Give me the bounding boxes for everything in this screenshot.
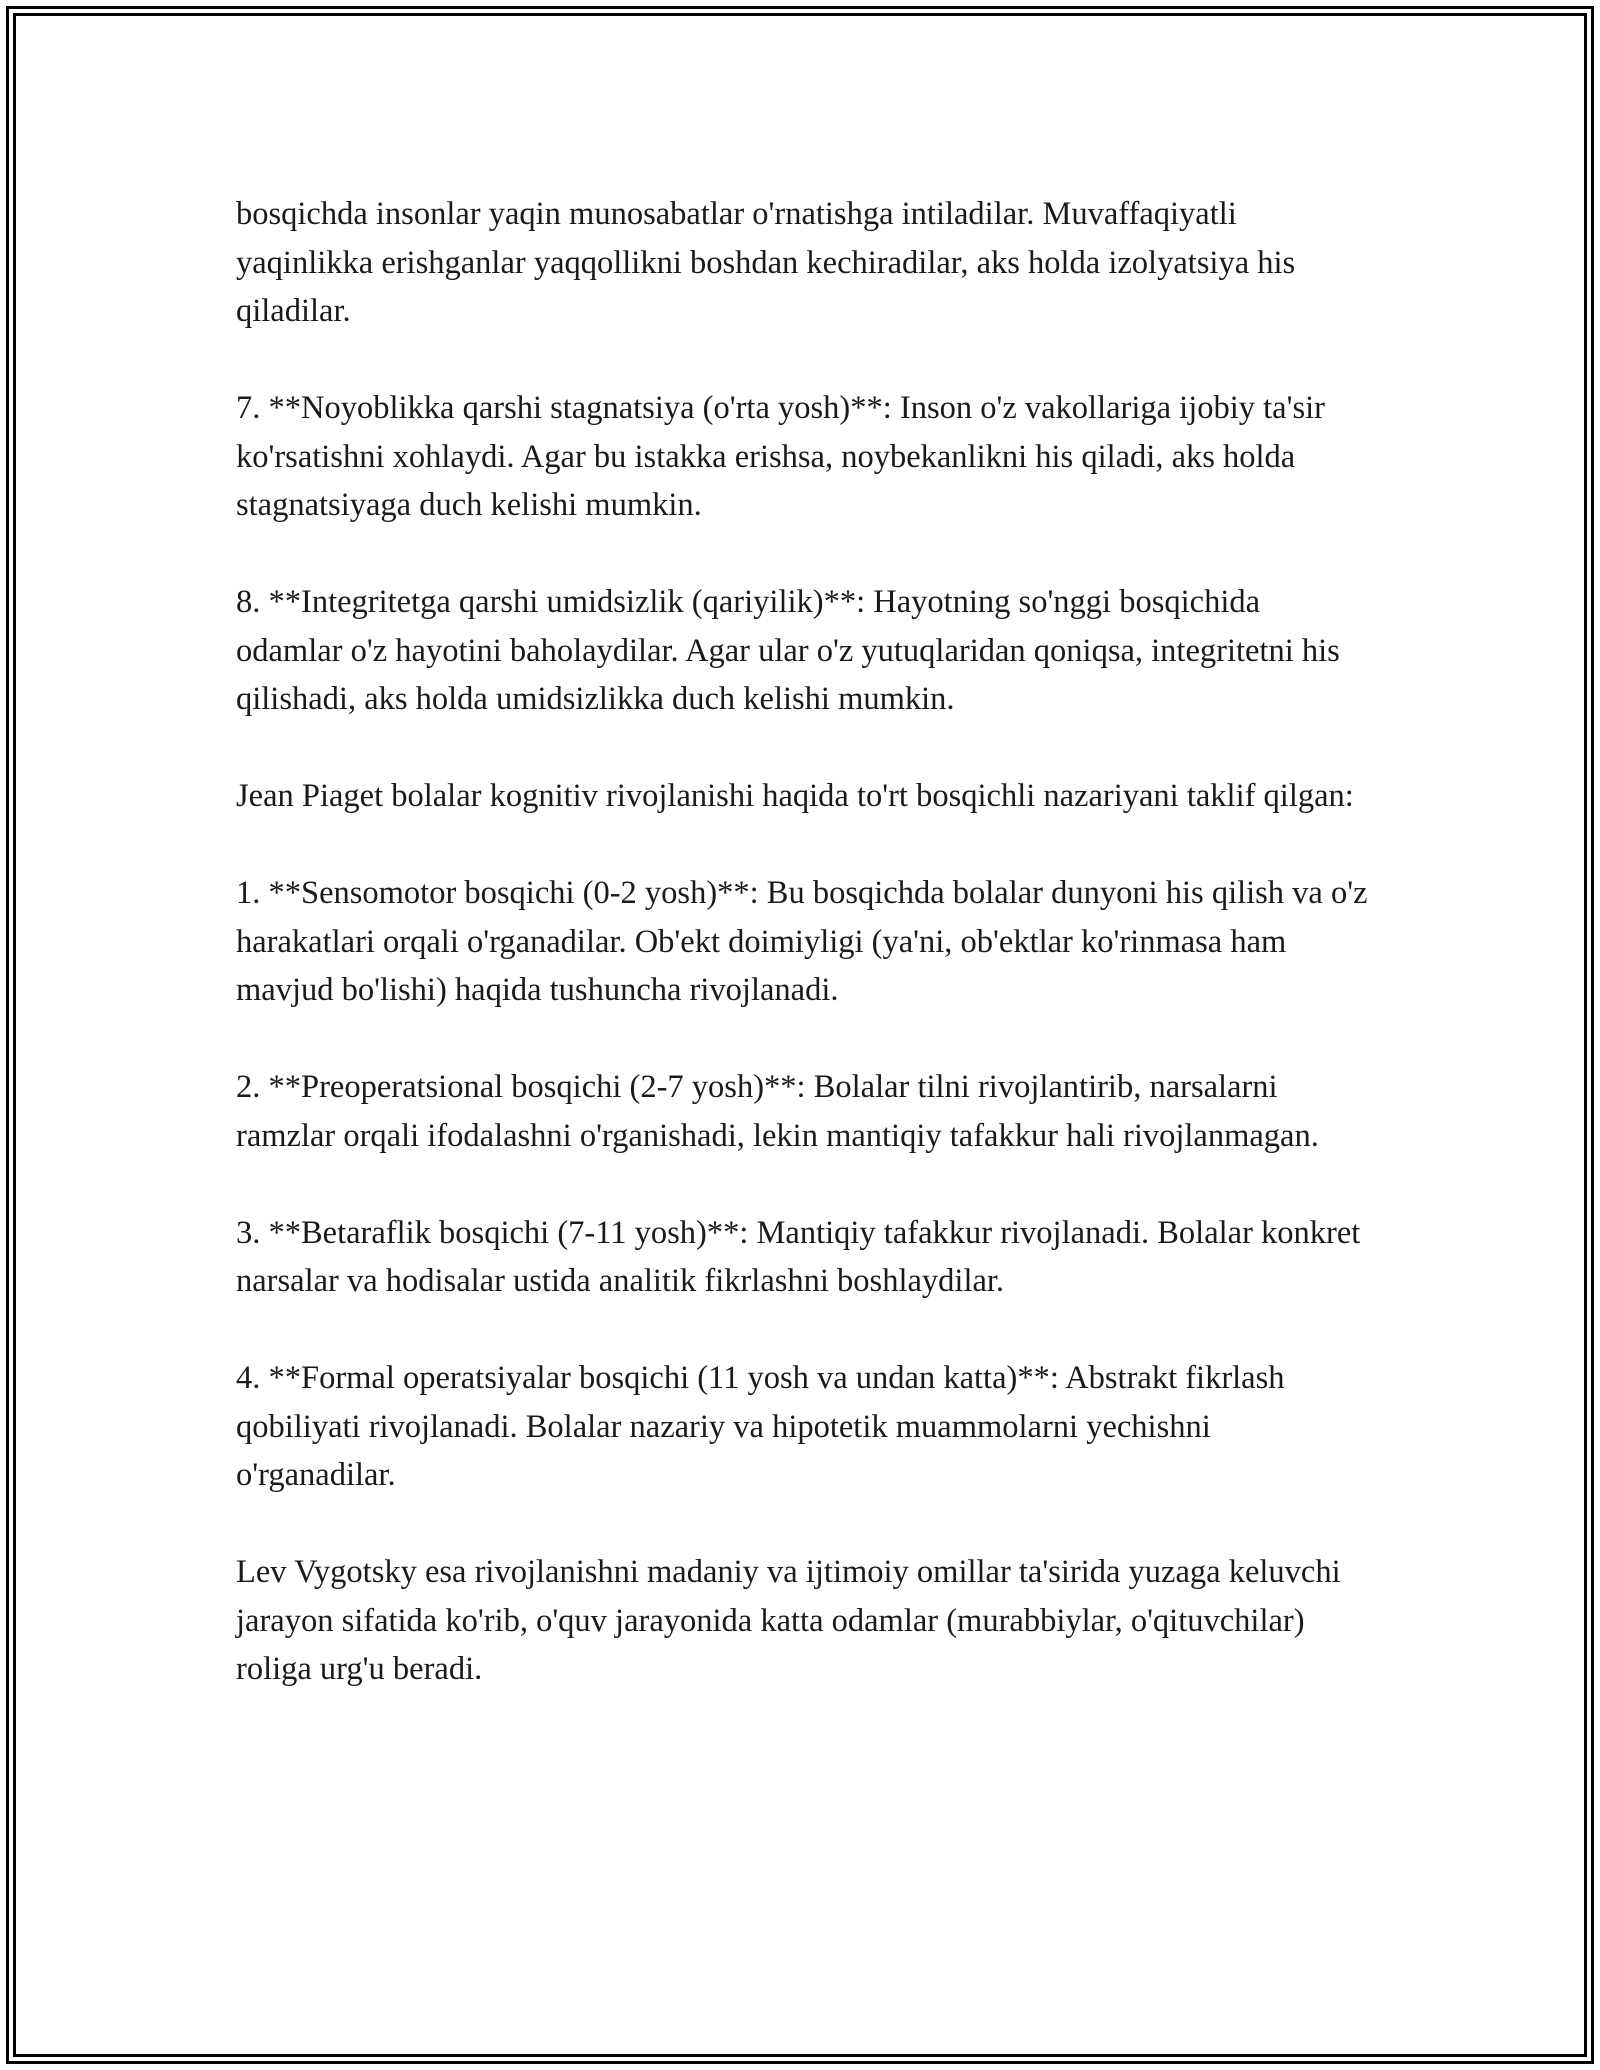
paragraph-piaget-stage-2: 2. **Preoperatsional bosqichi (2-7 yosh)**: Bolalar tilni rivojlantirib, narsalarni ramzlar orqali ifodalashni o'rganishadi, lekin mantiqiy tafakkur hali rivojlanmagan. [236,1069,1319,1154]
paragraph-vygotsky: Lev Vygotsky esa rivojlanishni madaniy va ijtimoiy omillar ta'sirida yuzaga keluvchi jarayon sifatida ko'rib, o'quv jarayonida katta odamlar (murabbiylar, o'qituvchilar) roliga urg'u beradi. [236,1554,1341,1687]
paragraph-piaget-stage-1: 1. **Sensomotor bosqichi (0-2 yosh)**: Bu bosqichda bolalar dunyoni his qilish va o'z harakatlari orqali o'rganadilar. Ob'ekt doimiyligi (ya'ni, ob'ektlar ko'rinmasa ham mavjud bo'lishi) haqida tushuncha rivojlanadi. [236,875,1368,1008]
document-body [236,190,1371,1694]
paragraph-piaget-stage-3: 3. **Betaraflik bosqichi (7-11 yosh)**: Mantiqiy tafakkur rivojlanadi. Bolalar konkret narsalar va hodisalar ustida analitik fikrlashni boshlaydilar. [236,1214,1361,1299]
paragraph-stage-7: 7. **Noyoblikka qarshi stagnatsiya (o'rta yosh)**: Inson o'z vakollariga ijobiy ta'sir ko'rsatishni xohlaydi. Agar bu istakka erishsa, noybekanlikni his qiladi, aks holda stagnatsiyaga duch kelishi mumkin. [236,390,1325,523]
paragraph-intimacy-continuation: bosqichda insonlar yaqin munosabatlar o'rnatishga intiladilar. Muvaffaqiyatli yaqinlikka erishganlar yaqqollikni boshdan kechiradilar, aks holda izolyatsiya his qiladilar. [236,196,1296,329]
paragraph-piaget-intro: Jean Piaget bolalar kognitiv rivojlanishi haqida to'rt bosqichli nazariyani taklif qilgan: [236,778,1354,814]
paragraph-piaget-stage-4: 4. **Formal operatsiyalar bosqichi (11 yosh va undan katta)**: Abstrakt fikrlash qobiliyati rivojlanadi. Bolalar nazariy va hipotetik muammolarni yechishni o'rganadilar. [236,1360,1285,1493]
paragraph-stage-8: 8. **Integritetga qarshi umidsizlik (qariyilik)**: Hayotning so'nggi bosqichida odamlar o'z hayotini baholaydilar. Agar ular o'z yutuqlaridan qoniqsa, integritetni his qilishadi, aks holda umidsizlikka duch kelishi mumkin. [236,584,1340,717]
